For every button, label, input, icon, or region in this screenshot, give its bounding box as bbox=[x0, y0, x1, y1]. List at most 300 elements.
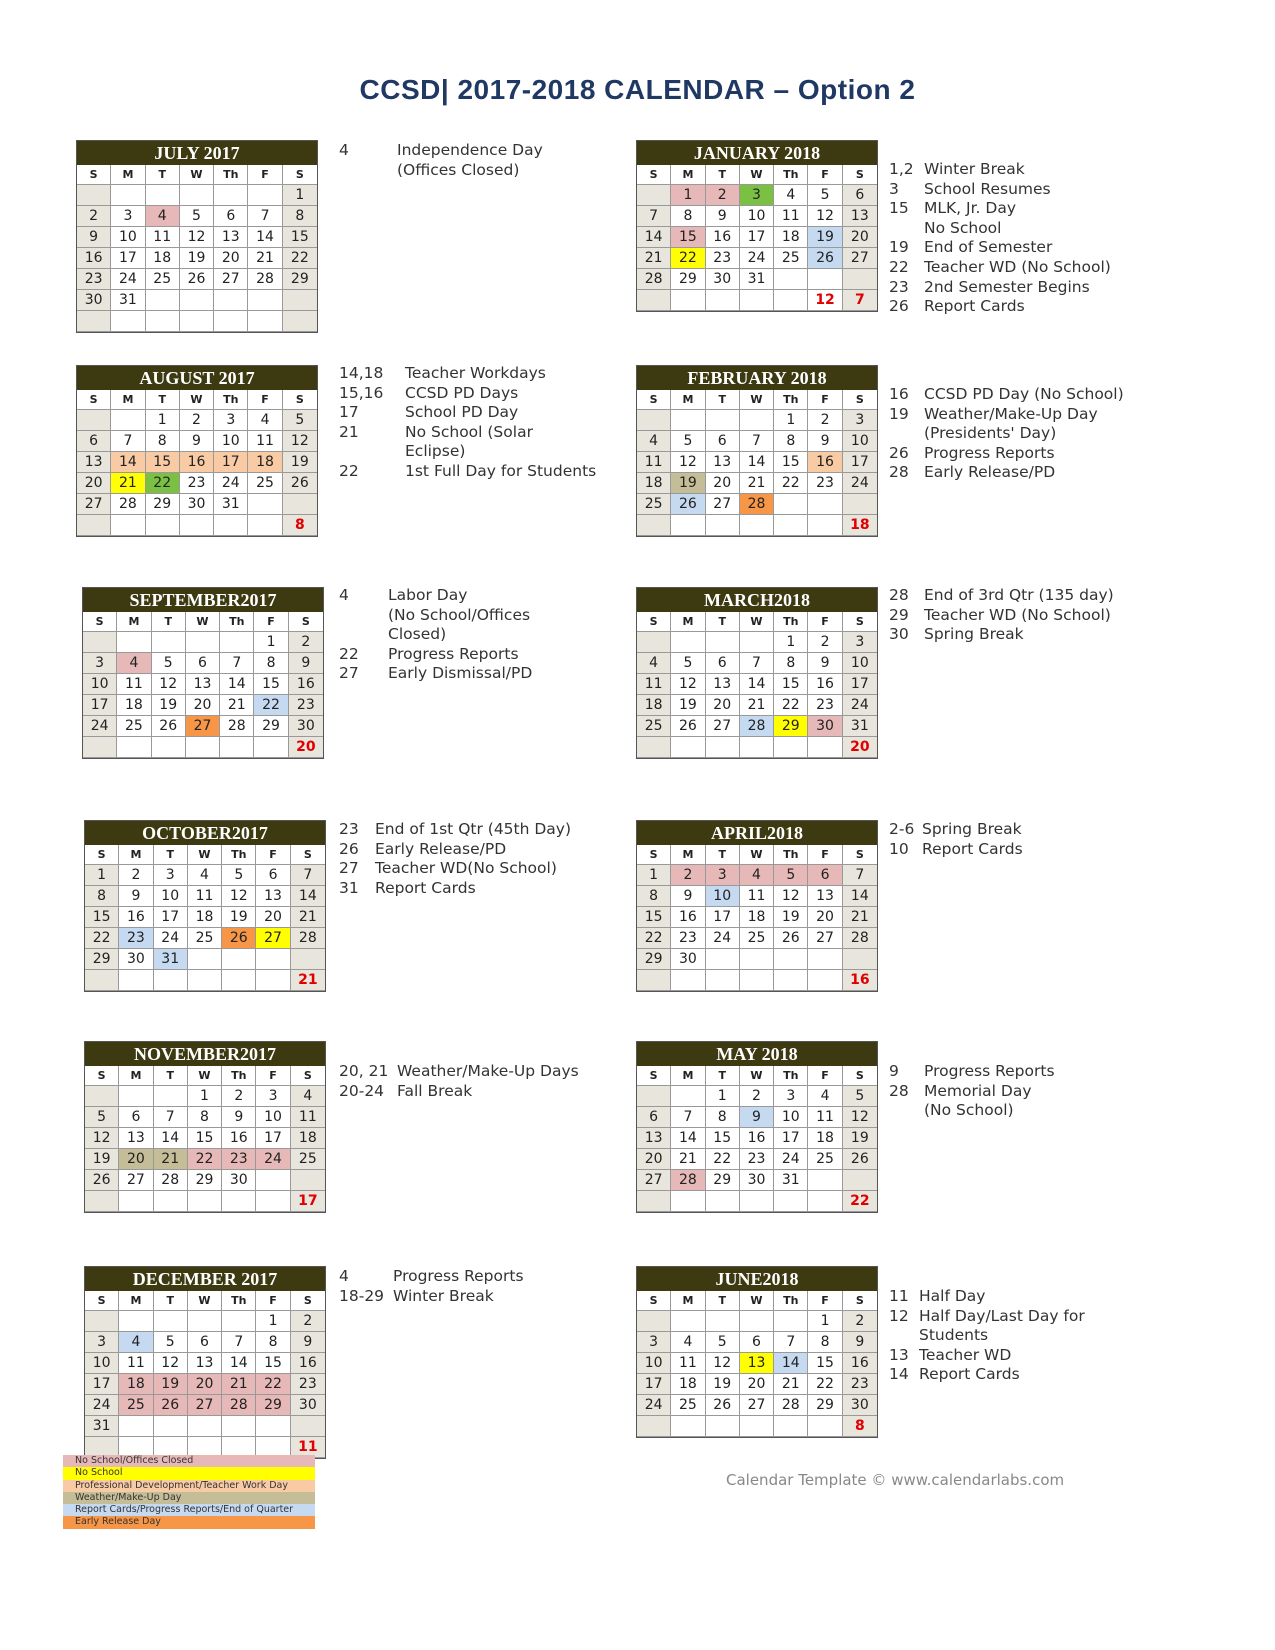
day-cell: 18 bbox=[740, 907, 774, 928]
day-cell: 8 bbox=[256, 1332, 290, 1353]
event-item bbox=[889, 238, 1149, 258]
day-cell: 21 bbox=[291, 907, 325, 928]
event-description: Report Cards bbox=[922, 839, 1023, 858]
empty-cell bbox=[706, 515, 740, 536]
day-cell: 31 bbox=[843, 716, 877, 737]
day-cell: 30 bbox=[808, 716, 842, 737]
day-cell: 24 bbox=[83, 716, 117, 737]
events-mar bbox=[889, 586, 1149, 645]
day-cell: 13 bbox=[188, 1353, 222, 1374]
day-cell: 18 bbox=[291, 1128, 325, 1149]
day-cell: 12 bbox=[706, 1353, 740, 1374]
day-cell: 9 bbox=[291, 1332, 325, 1353]
event-item bbox=[889, 160, 1149, 180]
event-date: 4 bbox=[339, 586, 349, 604]
day-cell: 20 bbox=[256, 907, 290, 928]
day-cell: 7 bbox=[843, 865, 877, 886]
empty-cell bbox=[808, 970, 842, 991]
day-cell: 28 bbox=[220, 716, 254, 737]
empty-cell bbox=[85, 1086, 119, 1107]
events-dec bbox=[339, 1267, 589, 1306]
day-cell: 6 bbox=[706, 431, 740, 452]
day-cell: 21 bbox=[637, 248, 671, 269]
day-cell: 30 bbox=[289, 716, 323, 737]
day-header: T bbox=[706, 390, 740, 410]
day-cell: 28 bbox=[843, 928, 877, 949]
instructional-days-total: 21 bbox=[291, 970, 325, 991]
day-cell: 15 bbox=[671, 227, 705, 248]
empty-cell bbox=[119, 1191, 153, 1212]
day-cell: 11 bbox=[671, 1353, 705, 1374]
day-cell: 2 bbox=[119, 865, 153, 886]
month-title: MARCH2018 bbox=[637, 588, 877, 612]
day-header: W bbox=[740, 165, 774, 185]
empty-cell bbox=[637, 410, 671, 431]
empty-cell bbox=[706, 1311, 740, 1332]
day-cell: 1 bbox=[256, 1311, 290, 1332]
day-cell: 14 bbox=[291, 886, 325, 907]
day-cell: 19 bbox=[774, 907, 808, 928]
day-cell: 17 bbox=[706, 907, 740, 928]
day-cell: 19 bbox=[283, 452, 317, 473]
legend-item: No School/Offices Closed bbox=[63, 1455, 315, 1467]
month-title: DECEMBER 2017 bbox=[85, 1267, 325, 1291]
day-cell: 4 bbox=[637, 431, 671, 452]
event-date: 18-29 bbox=[339, 1286, 385, 1305]
day-cell: 6 bbox=[77, 431, 111, 452]
day-cell: 5 bbox=[283, 410, 317, 431]
day-cell: 20 bbox=[706, 695, 740, 716]
empty-cell bbox=[111, 311, 145, 332]
event-item bbox=[889, 444, 1149, 464]
day-cell: 3 bbox=[154, 865, 188, 886]
empty-cell bbox=[220, 632, 254, 653]
day-cell: 29 bbox=[283, 269, 317, 290]
event-item bbox=[889, 258, 1149, 278]
day-cell: 29 bbox=[774, 716, 808, 737]
empty-cell bbox=[671, 1416, 705, 1437]
day-header: T bbox=[146, 165, 180, 185]
empty-cell bbox=[843, 949, 877, 970]
day-cell: 1 bbox=[671, 185, 705, 206]
month-title: JANUARY 2018 bbox=[637, 141, 877, 165]
event-date: 28 bbox=[889, 586, 909, 604]
instructional-days-total: 20 bbox=[843, 737, 877, 758]
empty-cell bbox=[740, 632, 774, 653]
empty-cell bbox=[111, 410, 145, 431]
empty-cell bbox=[808, 515, 842, 536]
day-cell: 18 bbox=[146, 248, 180, 269]
day-cell: 23 bbox=[222, 1149, 256, 1170]
day-cell: 8 bbox=[283, 206, 317, 227]
day-cell: 22 bbox=[283, 248, 317, 269]
day-header: M bbox=[119, 1291, 153, 1311]
empty-cell bbox=[154, 1086, 188, 1107]
day-cell: 26 bbox=[671, 494, 705, 515]
day-cell: 7 bbox=[111, 431, 145, 452]
empty-cell bbox=[774, 515, 808, 536]
day-cell: 4 bbox=[291, 1086, 325, 1107]
empty-cell bbox=[671, 290, 705, 311]
day-cell: 17 bbox=[83, 695, 117, 716]
day-cell: 17 bbox=[637, 1374, 671, 1395]
day-cell: 20 bbox=[119, 1149, 153, 1170]
event-item bbox=[889, 297, 1149, 317]
day-cell: 25 bbox=[671, 1395, 705, 1416]
day-cell: 17 bbox=[85, 1374, 119, 1395]
day-cell: 4 bbox=[671, 1332, 705, 1353]
day-cell: 27 bbox=[740, 1395, 774, 1416]
empty-cell bbox=[256, 1191, 290, 1212]
event-description: Winter Break bbox=[393, 1286, 494, 1305]
day-cell: 10 bbox=[85, 1353, 119, 1374]
day-cell: 19 bbox=[180, 248, 214, 269]
day-header: W bbox=[186, 612, 220, 632]
day-cell: 24 bbox=[85, 1395, 119, 1416]
day-cell: 3 bbox=[83, 653, 117, 674]
day-cell: 13 bbox=[119, 1128, 153, 1149]
empty-cell bbox=[119, 1311, 153, 1332]
event-item bbox=[889, 180, 1149, 200]
empty-cell bbox=[256, 1416, 290, 1437]
event-date: 4 bbox=[339, 1267, 349, 1285]
event-description: Teacher WD (No School) bbox=[924, 605, 1111, 624]
day-header: F bbox=[808, 1066, 842, 1086]
day-cell: 28 bbox=[248, 269, 282, 290]
empty-cell bbox=[808, 1191, 842, 1212]
day-cell: 15 bbox=[283, 227, 317, 248]
day-header: W bbox=[740, 845, 774, 865]
event-item bbox=[339, 820, 599, 840]
day-cell: 1 bbox=[146, 410, 180, 431]
empty-cell bbox=[671, 970, 705, 991]
empty-cell bbox=[283, 494, 317, 515]
empty-cell bbox=[774, 494, 808, 515]
empty-cell bbox=[85, 1191, 119, 1212]
event-description: Teacher WD(No School) bbox=[375, 859, 557, 878]
day-cell: 3 bbox=[256, 1086, 290, 1107]
month-grid bbox=[637, 845, 877, 991]
day-cell: 28 bbox=[740, 494, 774, 515]
day-cell: 16 bbox=[740, 1128, 774, 1149]
day-header: F bbox=[808, 390, 842, 410]
event-item bbox=[889, 385, 1149, 405]
day-cell: 6 bbox=[808, 865, 842, 886]
events-oct bbox=[339, 820, 599, 898]
day-cell: 2 bbox=[291, 1311, 325, 1332]
day-header: W bbox=[740, 612, 774, 632]
event-description: School Resumes bbox=[924, 179, 1051, 198]
empty-cell bbox=[222, 1311, 256, 1332]
empty-cell bbox=[256, 949, 290, 970]
empty-cell bbox=[188, 949, 222, 970]
day-header: S bbox=[291, 1291, 325, 1311]
empty-cell bbox=[706, 949, 740, 970]
empty-cell bbox=[154, 970, 188, 991]
event-date: 22 bbox=[889, 257, 909, 276]
day-cell: 21 bbox=[843, 907, 877, 928]
event-item bbox=[339, 664, 589, 684]
empty-cell bbox=[671, 1086, 705, 1107]
day-cell: 2 bbox=[222, 1086, 256, 1107]
day-cell: 20 bbox=[808, 907, 842, 928]
day-header: Th bbox=[220, 612, 254, 632]
day-cell: 4 bbox=[119, 1332, 153, 1353]
day-header: S bbox=[637, 1291, 671, 1311]
empty-cell bbox=[222, 1191, 256, 1212]
day-header: T bbox=[152, 612, 186, 632]
day-cell: 16 bbox=[222, 1128, 256, 1149]
day-cell: 8 bbox=[254, 653, 288, 674]
day-cell: 16 bbox=[289, 674, 323, 695]
day-header: Th bbox=[214, 390, 248, 410]
day-header: T bbox=[154, 1066, 188, 1086]
day-cell: 16 bbox=[291, 1353, 325, 1374]
day-cell: 12 bbox=[283, 431, 317, 452]
day-cell: 12 bbox=[154, 1353, 188, 1374]
empty-cell bbox=[637, 515, 671, 536]
day-cell: 31 bbox=[154, 949, 188, 970]
day-cell: 19 bbox=[154, 1374, 188, 1395]
instructional-days-total: 12 bbox=[808, 290, 842, 311]
day-cell: 18 bbox=[774, 227, 808, 248]
month-grid bbox=[85, 1066, 325, 1212]
empty-cell bbox=[146, 290, 180, 311]
day-cell: 9 bbox=[808, 653, 842, 674]
day-cell: 8 bbox=[85, 886, 119, 907]
event-date: 4 bbox=[339, 141, 349, 159]
day-cell: 17 bbox=[843, 674, 877, 695]
empty-cell bbox=[740, 1191, 774, 1212]
day-cell: 2 bbox=[843, 1311, 877, 1332]
day-cell: 22 bbox=[637, 928, 671, 949]
event-item bbox=[889, 1307, 1139, 1346]
event-description: Progress Reports bbox=[393, 1267, 524, 1285]
day-cell: 11 bbox=[740, 886, 774, 907]
empty-cell bbox=[154, 1191, 188, 1212]
day-cell: 13 bbox=[740, 1353, 774, 1374]
empty-cell bbox=[119, 970, 153, 991]
day-header: S bbox=[85, 1066, 119, 1086]
event-item bbox=[339, 840, 599, 860]
day-cell: 15 bbox=[706, 1128, 740, 1149]
day-cell: 13 bbox=[77, 452, 111, 473]
day-header: F bbox=[256, 1291, 290, 1311]
day-cell: 25 bbox=[637, 494, 671, 515]
empty-cell bbox=[83, 632, 117, 653]
day-cell: 10 bbox=[111, 227, 145, 248]
event-date: 20, 21 bbox=[339, 1062, 389, 1080]
event-description: Weather/Make-Up Day (Presidents' Day) bbox=[924, 404, 1098, 443]
month-grid bbox=[85, 1291, 325, 1458]
day-header: S bbox=[843, 390, 877, 410]
day-header: M bbox=[111, 165, 145, 185]
day-cell: 19 bbox=[85, 1149, 119, 1170]
empty-cell bbox=[180, 290, 214, 311]
day-cell: 2 bbox=[671, 865, 705, 886]
events-feb bbox=[889, 385, 1149, 483]
event-date: 27 bbox=[339, 859, 359, 878]
event-description: Half Day bbox=[919, 1287, 986, 1305]
day-cell: 28 bbox=[637, 269, 671, 290]
day-cell: 9 bbox=[740, 1107, 774, 1128]
day-header: S bbox=[637, 612, 671, 632]
day-cell: 29 bbox=[254, 716, 288, 737]
day-cell: 11 bbox=[291, 1107, 325, 1128]
day-cell: 24 bbox=[706, 928, 740, 949]
day-cell: 3 bbox=[706, 865, 740, 886]
instructional-days-total: 8 bbox=[843, 1416, 877, 1437]
month-apr bbox=[636, 820, 878, 992]
event-date: 17 bbox=[339, 403, 359, 422]
day-header: S bbox=[843, 612, 877, 632]
day-header: S bbox=[843, 1291, 877, 1311]
day-cell: 20 bbox=[740, 1374, 774, 1395]
day-cell: 28 bbox=[671, 1170, 705, 1191]
event-item bbox=[339, 403, 599, 423]
day-header: M bbox=[671, 165, 705, 185]
day-cell: 9 bbox=[222, 1107, 256, 1128]
day-cell: 25 bbox=[248, 473, 282, 494]
day-cell: 18 bbox=[248, 452, 282, 473]
month-grid bbox=[77, 165, 317, 332]
day-cell: 27 bbox=[706, 494, 740, 515]
day-cell: 24 bbox=[843, 695, 877, 716]
event-description: 1st Full Day for Students bbox=[405, 461, 597, 480]
day-cell: 1 bbox=[637, 865, 671, 886]
day-cell: 27 bbox=[808, 928, 842, 949]
day-cell: 19 bbox=[808, 227, 842, 248]
empty-cell bbox=[774, 269, 808, 290]
day-header: T bbox=[146, 390, 180, 410]
event-date: 23 bbox=[339, 820, 359, 838]
event-description: Progress Reports bbox=[924, 1062, 1055, 1080]
empty-cell bbox=[154, 1311, 188, 1332]
empty-cell bbox=[214, 515, 248, 536]
day-cell: 9 bbox=[706, 206, 740, 227]
empty-cell bbox=[77, 515, 111, 536]
event-item bbox=[889, 463, 1149, 483]
empty-cell bbox=[186, 737, 220, 758]
empty-cell bbox=[706, 1416, 740, 1437]
day-header: S bbox=[83, 612, 117, 632]
event-date: 15 bbox=[889, 199, 909, 218]
empty-cell bbox=[77, 185, 111, 206]
day-cell: 29 bbox=[85, 949, 119, 970]
day-header: M bbox=[671, 390, 705, 410]
day-cell: 29 bbox=[188, 1170, 222, 1191]
event-date: 9 bbox=[889, 1062, 899, 1080]
day-cell: 9 bbox=[180, 431, 214, 452]
month-grid bbox=[637, 612, 877, 758]
empty-cell bbox=[637, 1311, 671, 1332]
day-cell: 23 bbox=[740, 1149, 774, 1170]
day-header: F bbox=[808, 1291, 842, 1311]
event-date: 31 bbox=[339, 878, 359, 897]
day-header: T bbox=[154, 845, 188, 865]
day-cell: 27 bbox=[77, 494, 111, 515]
event-date: 23 bbox=[889, 277, 909, 296]
day-cell: 13 bbox=[808, 886, 842, 907]
event-item bbox=[339, 1062, 609, 1082]
empty-cell bbox=[214, 311, 248, 332]
day-cell: 23 bbox=[706, 248, 740, 269]
day-cell: 8 bbox=[146, 431, 180, 452]
day-header: F bbox=[808, 845, 842, 865]
day-cell: 19 bbox=[152, 695, 186, 716]
day-cell: 27 bbox=[637, 1170, 671, 1191]
day-cell: 12 bbox=[222, 886, 256, 907]
empty-cell bbox=[256, 970, 290, 991]
day-cell: 20 bbox=[188, 1374, 222, 1395]
empty-cell bbox=[706, 290, 740, 311]
day-header: Th bbox=[774, 612, 808, 632]
day-cell: 6 bbox=[256, 865, 290, 886]
day-cell: 13 bbox=[706, 452, 740, 473]
empty-cell bbox=[637, 185, 671, 206]
event-description: Early Release/PD bbox=[375, 839, 507, 858]
empty-cell bbox=[774, 737, 808, 758]
event-item bbox=[889, 625, 1149, 645]
day-cell: 11 bbox=[774, 206, 808, 227]
day-cell: 13 bbox=[843, 206, 877, 227]
event-date: 29 bbox=[889, 605, 909, 624]
day-cell: 25 bbox=[808, 1149, 842, 1170]
day-cell: 19 bbox=[706, 1374, 740, 1395]
day-cell: 9 bbox=[808, 431, 842, 452]
day-header: S bbox=[637, 845, 671, 865]
day-cell: 18 bbox=[671, 1374, 705, 1395]
event-description: Spring Break bbox=[922, 820, 1022, 838]
month-title: MAY 2018 bbox=[637, 1042, 877, 1066]
day-cell: 1 bbox=[808, 1311, 842, 1332]
day-cell: 10 bbox=[214, 431, 248, 452]
day-cell: 21 bbox=[740, 473, 774, 494]
day-header: F bbox=[808, 165, 842, 185]
day-cell: 16 bbox=[77, 248, 111, 269]
empty-cell bbox=[220, 737, 254, 758]
day-header: M bbox=[119, 1066, 153, 1086]
day-cell: 21 bbox=[111, 473, 145, 494]
day-cell: 9 bbox=[289, 653, 323, 674]
day-cell: 26 bbox=[152, 716, 186, 737]
event-date: 21 bbox=[339, 422, 359, 441]
day-header: F bbox=[248, 390, 282, 410]
day-cell: 5 bbox=[808, 185, 842, 206]
day-cell: 27 bbox=[843, 248, 877, 269]
event-date: 13 bbox=[889, 1345, 909, 1364]
day-cell: 6 bbox=[843, 185, 877, 206]
day-cell: 4 bbox=[117, 653, 151, 674]
day-cell: 18 bbox=[117, 695, 151, 716]
day-cell: 15 bbox=[85, 907, 119, 928]
day-cell: 25 bbox=[188, 928, 222, 949]
events-may bbox=[889, 1062, 1129, 1121]
day-cell: 4 bbox=[188, 865, 222, 886]
day-cell: 29 bbox=[706, 1170, 740, 1191]
empty-cell bbox=[188, 1191, 222, 1212]
day-cell: 24 bbox=[154, 928, 188, 949]
empty-cell bbox=[248, 185, 282, 206]
empty-cell bbox=[671, 410, 705, 431]
day-header: T bbox=[706, 1066, 740, 1086]
day-header: T bbox=[706, 165, 740, 185]
month-title: APRIL2018 bbox=[637, 821, 877, 845]
day-cell: 7 bbox=[740, 431, 774, 452]
day-cell: 17 bbox=[843, 452, 877, 473]
day-header: F bbox=[254, 612, 288, 632]
month-dec bbox=[84, 1266, 326, 1459]
